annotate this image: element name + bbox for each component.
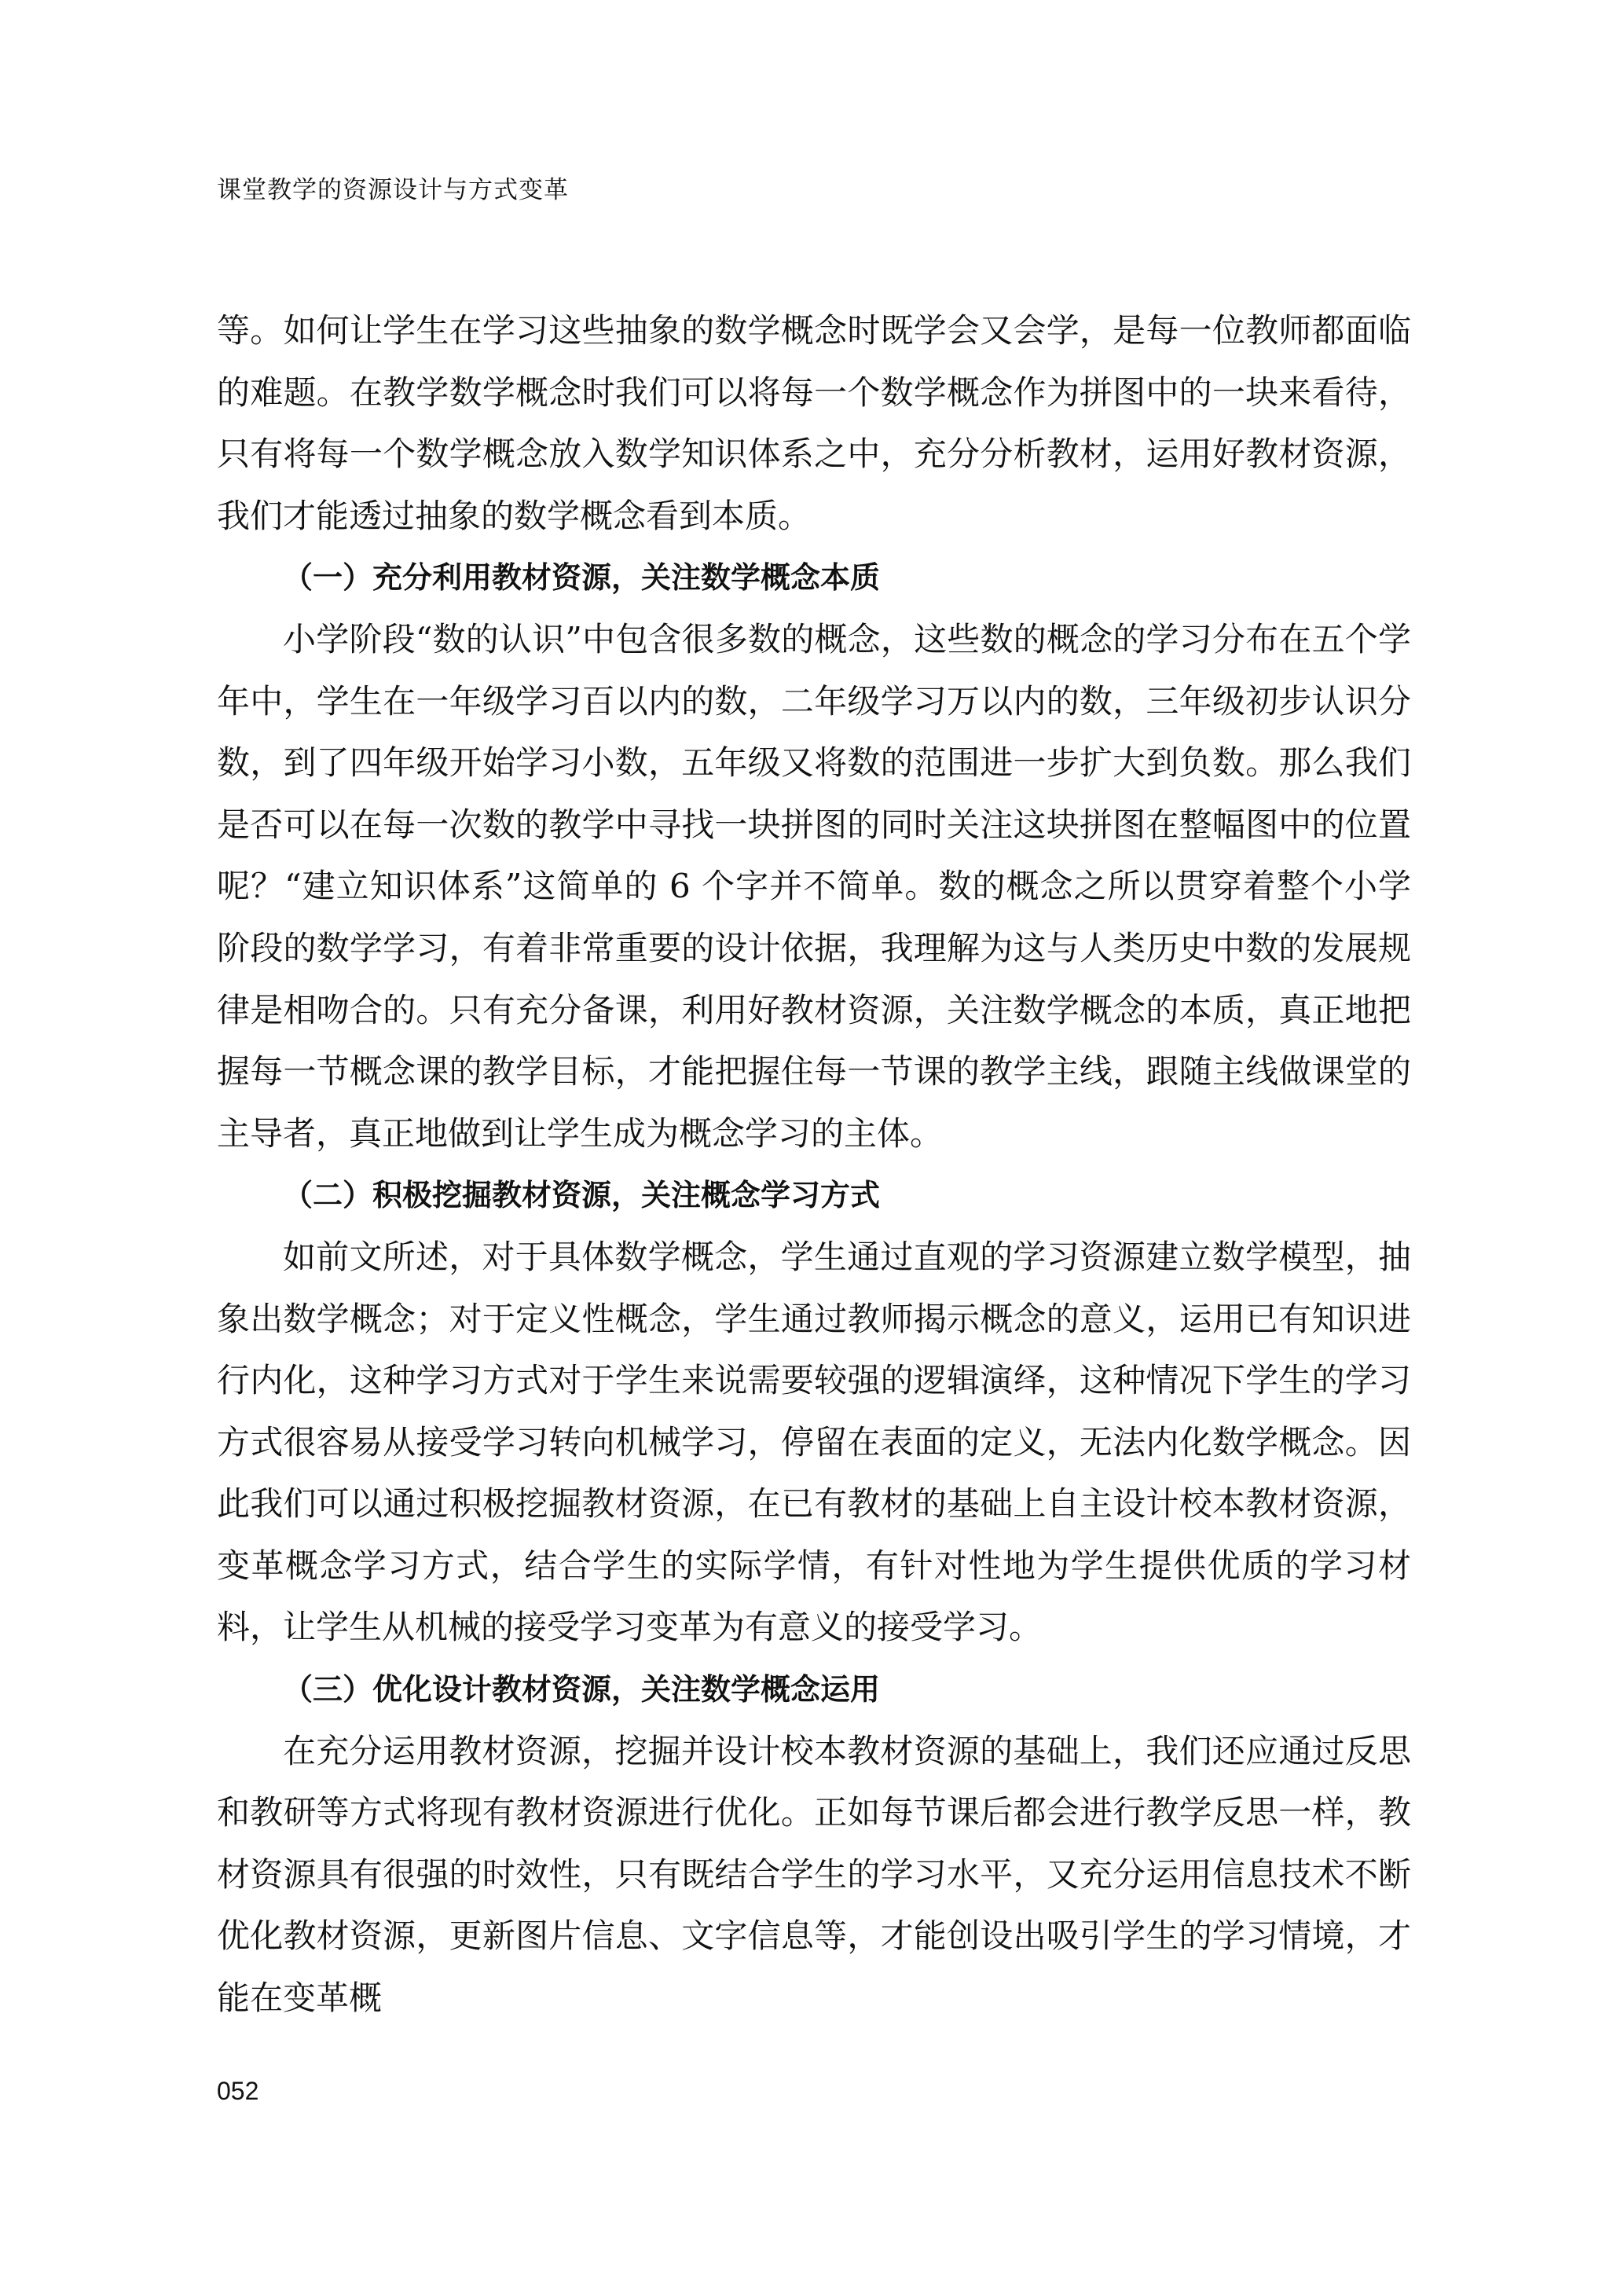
paragraph-section-1: 小学阶段“数的认识”中包含很多数的概念，这些数的概念的学习分布在五个学年中，学生在一年级学习百以内的数，二年级学习万以内的数，三年级初步认识分数，到了四年级开始学习小数，五年级又将数的范围进一步扩大到负数。那么我们是否可以在每一次数的教学中寻找一块拼图的同时关注这块拼图在整幅图中的位置呢？“建立知识体系”这简单的 6 个字并不简单。数的概念之所以贯穿着整个小学阶段的数学学习，有着非常重要的设计依据，我理解为这与人类历史中数的发展规律是相吻合的。只有充分备课，利用好教材资源，关注数学概念的本质，真正地把握每一节概念课的教学目标，才能把握住每一节课的教学主线，跟随主线做课堂的主导者，真正地做到让学生成为概念学习的主体。 xyxy=(217,619,1411,1153)
paragraph-section-2: 如前文所述，对于具体数学概念，学生通过直观的学习资源建立数学模型，抽象出数学概念；对于定义性概念，学生通过教师揭示概念的意义，运用已有知识进行内化，这种学习方式对于学生来说需要较强的逻辑演绎，这种情况下学生的学习方式很容易从接受学习转向机械学习，停留在表面的定义，无法内化数学概念。因此我们可以通过积极挖掘教材资源，在已有教材的基础上自主设计校本教材资源，变革概念学习方式，结合学生的实际学情，有针对性地为学生提供优质的学习材料，让学生从机械的接受学习变革为有意义的接受学习。 xyxy=(217,1237,1411,1647)
running-header: 课堂教学的资源设计与方式变革 xyxy=(217,176,569,204)
body-text xyxy=(217,300,1411,2030)
section-heading-2: （二）积极挖掘教材资源，关注概念学习方式 xyxy=(283,1178,881,1213)
section-heading-3: （三）优化设计教材资源，关注数学概念运用 xyxy=(283,1672,881,1707)
page-number: 052 xyxy=(217,2077,259,2105)
section-heading-1: （一）充分利用教材资源，关注数学概念本质 xyxy=(283,560,881,596)
paragraph-section-3: 在充分运用教材资源，挖掘并设计校本教材资源的基础上，我们还应通过反思和教研等方式将现有教材资源进行优化。正如每节课后都会进行教学反思一样，教材资源具有很强的时效性，只有既结合学生的学习水平，又充分运用信息技术不断优化教材资源，更新图片信息、文字信息等，才能创设出吸引学生的学习情境，才能在变革概 xyxy=(217,1731,1411,2018)
paragraph-continuation: 等。如何让学生在学习这些抽象的数学概念时既学会又会学，是每一位教师都面临的难题。在教学数学概念时我们可以将每一个数学概念作为拼图中的一块来看待，只有将每一个数学概念放入数学知识体系之中，充分分析教材，运用好教材资源，我们才能透过抽象的数学概念看到本质。 xyxy=(217,311,1411,535)
